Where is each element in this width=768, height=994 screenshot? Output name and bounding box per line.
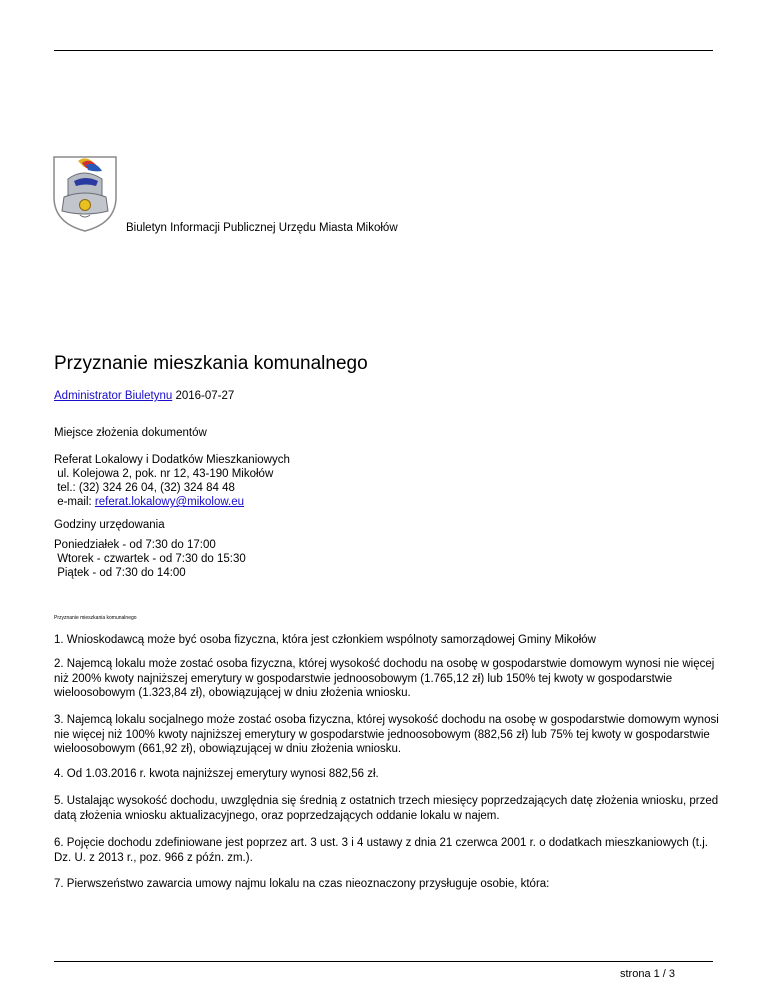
hours-line: Piątek - od 7:30 do 14:00 <box>54 567 186 579</box>
bip-title: Biuletyn Informacji Publicznej Urzędu Miasta Mikołów <box>126 222 398 234</box>
place-heading: Miejsce złożenia dokumentów <box>54 427 207 439</box>
office-line: tel.: (32) 324 26 04, (32) 324 84 48 <box>54 482 235 494</box>
paragraph: 3. Najemcą lokalu socjalnego może zostać osoba fizyczna, której wysokość dochodu na osobę w gospodarstwie domowym wynosi nie więcej niż 100% kwoty najniższej emerytury w gospodarstwie jednoosobowym (882,56 zł) lub 75% tej kwoty w gospodarstwie wieloosobowym (661,92 zł), obowiązującej w dniu złożenia wniosku. <box>54 714 719 755</box>
paragraph: 6. Pojęcie dochodu zdefiniowane jest poprzez art. 3 ust. 3 i 4 ustawy z dnia 21 czerwca 2001 r. o dodatkach mieszkaniowych (t.j. Dz. U. z 2013 r., poz. 966 z późn. zm.). <box>54 837 708 864</box>
page-title: Przyznanie mieszkania komunalnego <box>54 353 368 374</box>
paragraph: 1. Wnioskodawcą może być osoba fizyczna, która jest członkiem wspólnoty samorządowej Gminy Mikołów <box>54 634 596 646</box>
bottom-rule <box>54 961 713 962</box>
paragraph: 7. Pierwszeństwo zawarcia umowy najmu lokalu na czas nieoznaczony przysługuje osobie, która: <box>54 878 550 890</box>
paragraph: 5. Ustalając wysokość dochodu, uwzględnia się średnią z ostatnich trzech miesięcy poprzedzających datę złożenia wniosku, przed datą złożenia wniosku aktualizacyjnego, oraz poprzedzających oddanie lokalu w najem. <box>54 795 719 822</box>
office-address <box>54 453 290 509</box>
email-label: e-mail: <box>54 496 95 508</box>
article-meta <box>54 390 234 402</box>
office-hours <box>54 538 246 580</box>
author-link[interactable]: Administrator Biuletynu <box>54 390 173 402</box>
office-line: ul. Kolejowa 2, pok. nr 12, 43-190 Mikołów <box>54 468 274 480</box>
office-line: Referat Lokalowy i Dodatków Mieszkaniowych <box>54 454 290 466</box>
paragraph: 4. Od 1.03.2016 r. kwota najniższej emerytury wynosi 882,56 zł. <box>54 768 379 780</box>
paragraph: 2. Najemcą lokalu może zostać osoba fizyczna, której wysokość dochodu na osobę w gospodarstwie domowym wynosi nie więcej niż 200% kwoty najniższej emerytury w gospodarstwie jednoosobowym (1.765,12 zł) lub 150% tej kwoty w gospodarstwie wieloosobowym (1.323,84 zł), obowiązującej w dniu złożenia wniosku. <box>54 658 715 699</box>
page-number: strona 1 / 3 <box>620 968 676 980</box>
email-link[interactable]: referat.lokalowy@mikolow.eu <box>94 496 245 508</box>
publish-date: 2016-07-27 <box>175 390 235 402</box>
top-rule <box>54 50 713 51</box>
hours-line: Wtorek - czwartek - od 7:30 do 15:30 <box>54 553 246 565</box>
small-caption: Przyznanie mieszkania komunalnego <box>54 615 137 621</box>
hours-line: Poniedziałek - od 7:30 do 17:00 <box>54 539 216 551</box>
hours-heading: Godziny urzędowania <box>54 519 165 531</box>
crest-icon <box>50 153 120 233</box>
